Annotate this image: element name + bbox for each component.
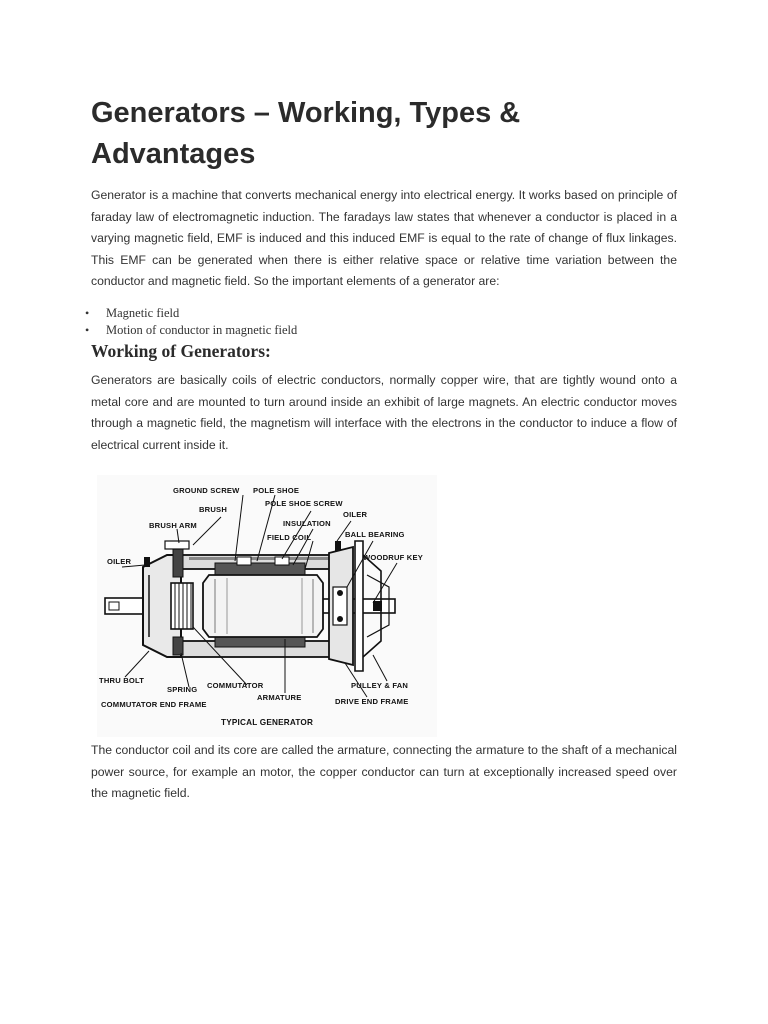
list-item: • Motion of conductor in magnetic field	[0, 322, 297, 339]
label-ground-screw: GROUND SCREW	[173, 486, 240, 495]
label-commutator: COMMUTATOR	[207, 681, 264, 690]
oiler-right	[335, 541, 341, 551]
intro-paragraph: Generator is a machine that converts mechanical energy into electrical energy. It works based on principle of faraday law of electromagnetic induction. The faradays law states that whenever a conductor is placed in a varying magnetic field, EMF is induced and this induced EMF is equal to the rate of change of flux linkages. This EMF can be generated when there is either relative space or relative time variation between the conductor and magnetic field. So the important elements of a generator are:	[91, 188, 677, 288]
label-thru-bolt: THRU BOLT	[99, 676, 145, 685]
label-woodruf-key: WOODRUF KEY	[363, 553, 423, 562]
label-pole-shoe: POLE SHOE	[253, 486, 300, 495]
generator-diagram	[97, 475, 437, 737]
commutator	[171, 583, 193, 629]
armature-paragraph: The conductor coil and its core are called the armature, connecting the armature to the shaft of a mechanical power source, for example an motor, the copper conductor can turn at exceptionally increased speed over the magnetic field.	[91, 743, 677, 800]
label-commutator-end-frame: COMMUTATOR END FRAME	[101, 700, 207, 709]
generator-elements-list	[0, 305, 297, 339]
label-field-coil: FIELD COIL	[267, 533, 312, 542]
label-insulation: INSULATION	[283, 519, 331, 528]
label-ball-bearing: BALL BEARING	[345, 530, 405, 539]
label-drive-end-frame: DRIVE END FRAME	[335, 697, 409, 706]
label-brush-arm: BRUSH ARM	[149, 521, 197, 530]
list-item: • Magnetic field	[0, 305, 297, 322]
drive-end-frame	[329, 547, 353, 665]
working-paragraph: Generators are basically coils of electric conductors, normally copper wire, that are tightly wound onto a metal core and are mounted to turn around inside an exhibit of large magnets. An electric conductor moves through a magnetic field, the magnetism will interface with the electrons in the conductor to induce a flow of electrical current inside it.	[91, 373, 677, 452]
armature-core	[203, 575, 323, 637]
label-pulley-fan: PULLEY & FAN	[351, 681, 409, 690]
label-spring: SPRING	[167, 685, 198, 694]
label-oiler-left: OILER	[107, 557, 132, 566]
label-armature: ARMATURE	[257, 693, 302, 702]
label-pole-shoe-screw: POLE SHOE SCREW	[265, 499, 343, 508]
generator-drawing	[97, 475, 437, 737]
label-brush: BRUSH	[199, 505, 228, 514]
page-title: Generators – Working, Types & Advantages	[91, 97, 521, 170]
working-heading: Working of Generators:	[91, 341, 271, 361]
label-oiler-right: OILER	[343, 510, 368, 519]
figure-caption: TYPICAL GENERATOR	[221, 718, 314, 727]
